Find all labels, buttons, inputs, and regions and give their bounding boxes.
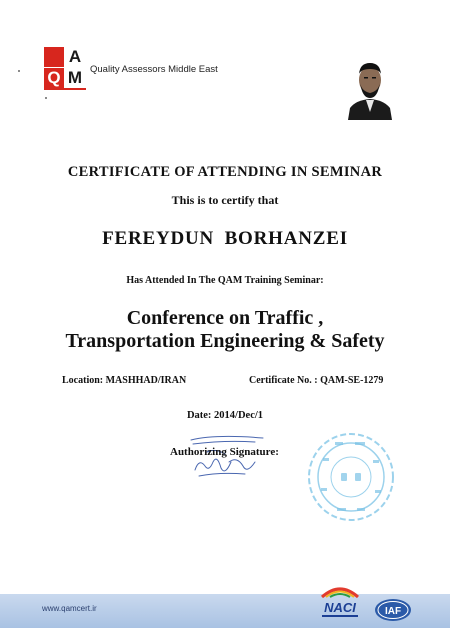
location-text: Location: MASHHAD/IRAN: [62, 375, 187, 386]
decorative-dot: [18, 70, 20, 72]
logo-red-square: [44, 47, 64, 67]
recipient-name: FEREYDUN BORHANZEI: [102, 228, 348, 249]
qam-logo: [44, 47, 86, 89]
certify-line: This is to certify that: [171, 193, 279, 207]
logo-letter-q: Q: [44, 68, 64, 88]
seminar-title-line2: Transportation Engineering & Safety: [65, 330, 385, 352]
decorative-dot: [45, 97, 47, 99]
authorizing-signature-label: Authorizing Signature:: [170, 446, 279, 458]
naci-accreditation-logo: [314, 583, 366, 623]
logo-underline: [44, 88, 86, 90]
portrait-photo: [346, 60, 394, 120]
naci-logo-text: NACI: [324, 600, 356, 615]
seminar-title-line1: Conference on Traffic ,: [126, 307, 324, 329]
attended-line: Has Attended In The QAM Training Seminar:: [126, 275, 324, 286]
logo-letter-m: M: [67, 68, 83, 87]
qam-stamp-seal: [305, 430, 397, 524]
company-name: Quality Assessors Middle East: [90, 64, 218, 75]
issue-date: Date: 2014/Dec/1: [186, 410, 264, 421]
iaf-logo: [374, 598, 412, 622]
website-url: www.qamcert.ir: [42, 604, 97, 613]
certificate-number: Certificate No. : QAM-SE-1279: [249, 375, 384, 386]
iaf-logo-text: IAF: [384, 606, 402, 617]
certificate-title: CERTIFICATE OF ATTENDING IN SEMINAR: [67, 164, 383, 180]
logo-letter-a: A: [68, 47, 82, 66]
